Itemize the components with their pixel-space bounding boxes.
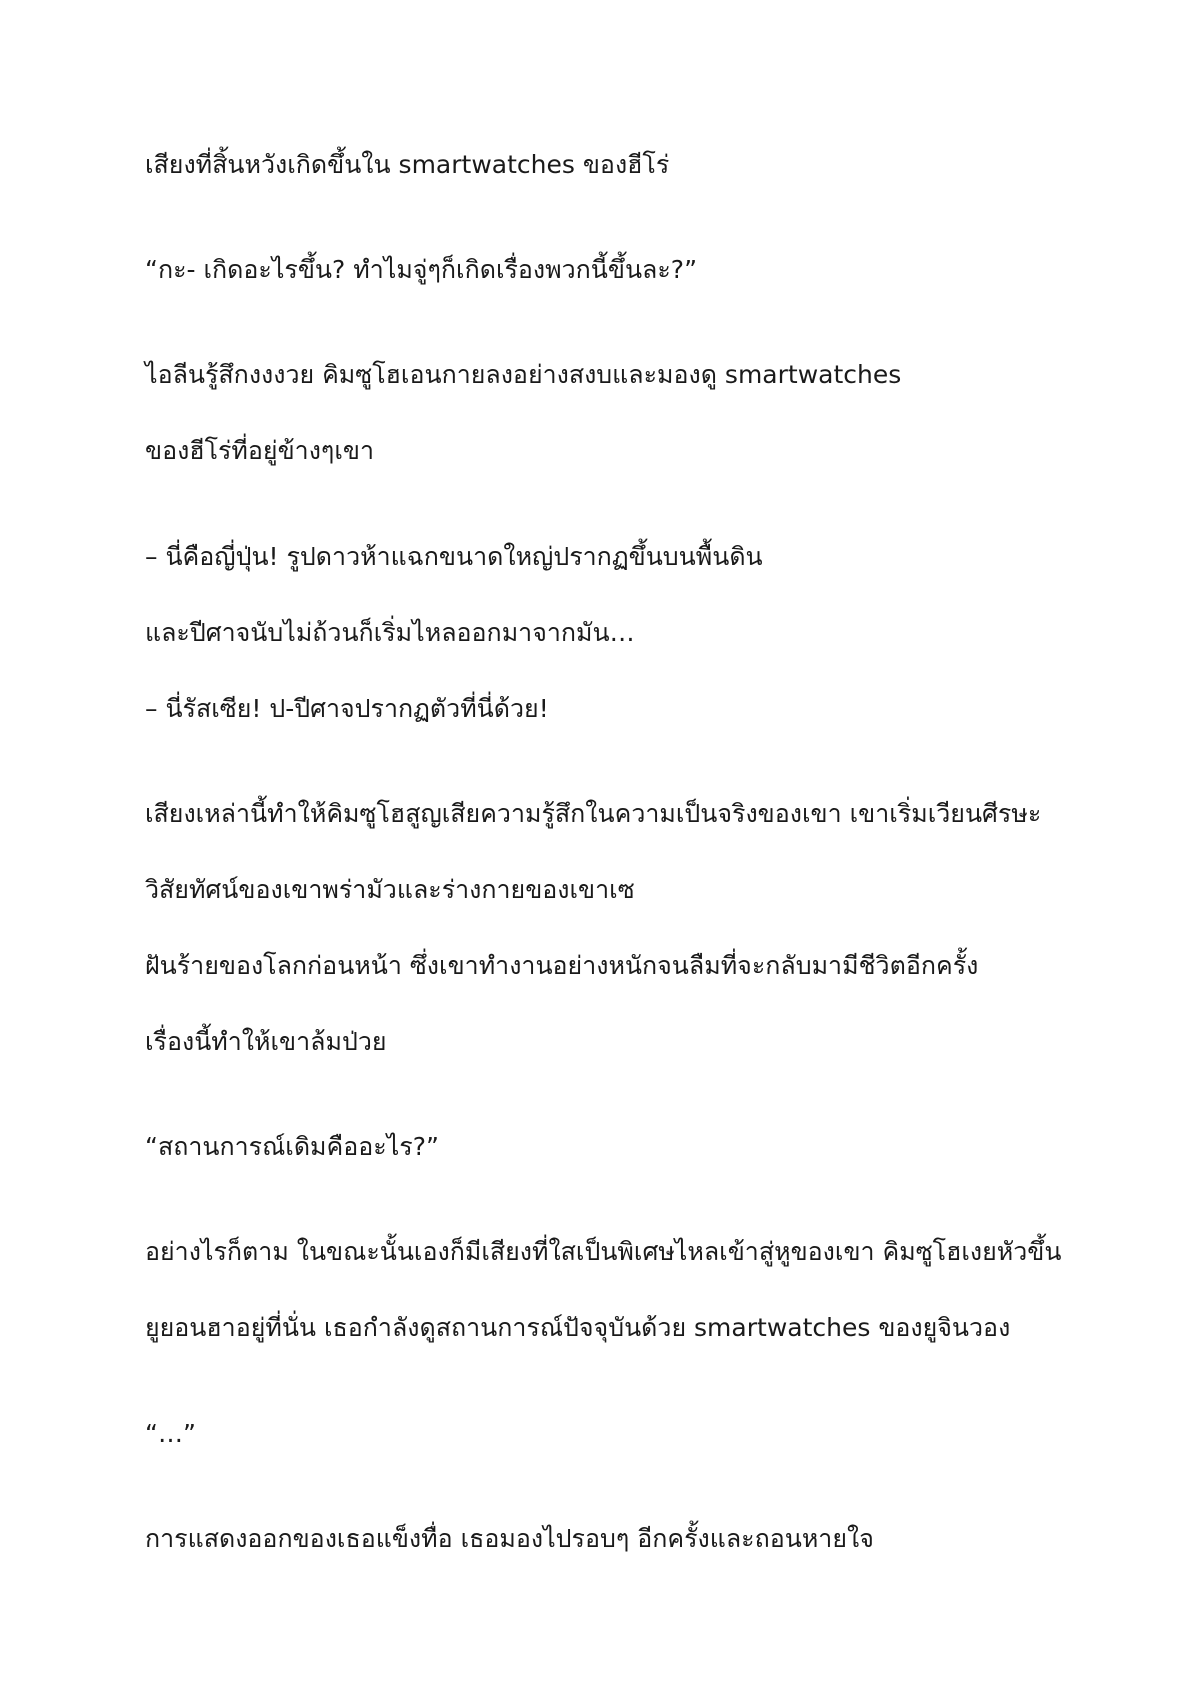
text-line: การแสดงออกของเธอแข็งทื่อ เธอมองไปรอบๆ อีกครั้งและถอนหายใจ	[145, 1524, 874, 1553]
text-line: ไอลีนรู้สึกงงงวย คิมซูโฮเอนกายลงอย่างสงบและมองดู smartwatches	[145, 360, 902, 389]
text-line: ของฮีโร่ที่อยู่ข้างๆเขา	[145, 436, 375, 465]
text-line: อย่างไรก็ตาม ในขณะนั้นเองก็มีเสียงที่ใสเป็นพิเศษไหลเข้าสู่หูของเขา คิมซูโฮเงยหัวขึ้น	[145, 1237, 1062, 1266]
text-line: “สถานการณ์เดิมคืออะไร?”	[145, 1132, 439, 1161]
text-line: วิสัยทัศน์ของเขาพร่ามัวและร่างกายของเขาเซ	[145, 875, 635, 904]
text-line: เสียงที่สิ้นหวังเกิดขึ้นใน smartwatches ของฮีโร่	[145, 150, 670, 179]
text-line: “กะ- เกิดอะไรขึ้น? ทำไมจู่ๆก็เกิดเรื่องพวกนี้ขึ้นละ?”	[145, 255, 698, 284]
text-line: – นี่คือญี่ปุ่น! รูปดาวห้าแฉกขนาดใหญ่ปรากฏขึ้นบนพื้นดิน	[145, 542, 763, 571]
text-line: ยูยอนฮาอยู่ที่นั่น เธอกำลังดูสถานการณ์ปัจจุบันด้วย smartwatches ของยูจินวอง	[145, 1313, 1011, 1342]
text-line: เรื่องนี้ทำให้เขาล้มป่วย	[145, 1027, 387, 1056]
text-line: “…”	[145, 1419, 196, 1448]
text-line: – นี่รัสเซีย! ป-ปีศาจปรากฏตัวที่นี่ด้วย!	[145, 694, 549, 723]
text-line: เสียงเหล่านี้ทำให้คิมซูโฮสูญเสียความรู้สึกในความเป็นจริงของเขา เขาเริ่มเวียนศีรษะ	[145, 799, 1042, 828]
text-line: ฝันร้ายของโลกก่อนหน้า ซึ่งเขาทำงานอย่างหนักจนลืมที่จะกลับมามีชีวิตอีกครั้ง	[145, 951, 979, 980]
text-line: และปีศาจนับไม่ถ้วนก็เริ่มไหลออกมาจากมัน…	[145, 618, 635, 647]
